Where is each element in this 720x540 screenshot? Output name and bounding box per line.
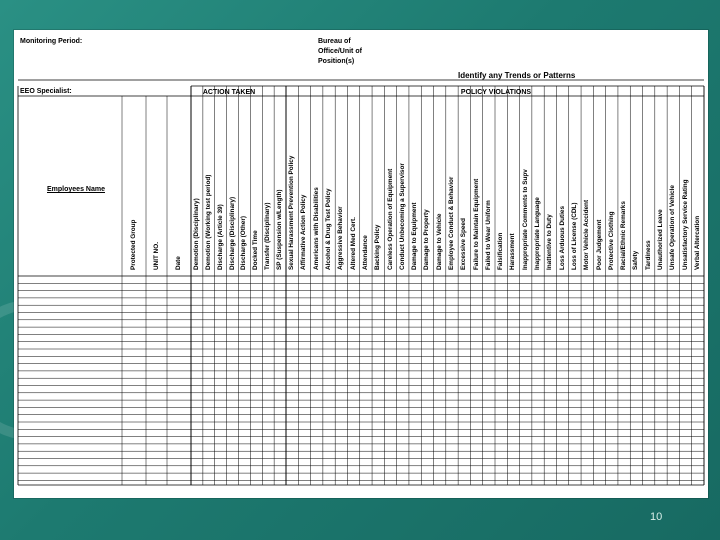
column-header-policy-28: Safety (632, 250, 640, 270)
column-header-policy-6: Attendance (361, 235, 369, 270)
column-header-policy-1: Affirmative Action Policy (300, 194, 308, 270)
column-header-policy-13: Employee Conduct & Behavior (447, 176, 455, 270)
column-header-policy-17: Falsification (497, 232, 505, 270)
column-header-info-0: Protected Group (130, 219, 137, 270)
column-header-policy-32: Unsatisfactory Service Rating (681, 179, 689, 270)
employees-name-label: Employees Name (47, 186, 105, 193)
bureau-label: Bureau of (318, 38, 351, 45)
column-header-policy-33: Verbal Altercation (693, 215, 701, 270)
column-header-info-2: Date (175, 256, 182, 270)
column-header-policy-5: Altered Med Cert. (349, 217, 357, 270)
column-header-action-4: Discharge (Other) (240, 216, 248, 270)
column-header-policy-26: Protective Clothing (607, 211, 615, 270)
policy-violations-label: POLICY VIOLATIONS (460, 89, 532, 96)
position-label: Position(s) (318, 58, 355, 65)
page-number: 10 (650, 511, 663, 523)
column-header-policy-4: Aggressive Behavior (337, 206, 345, 270)
column-header-action-3: Discharge (Disciplinary) (228, 196, 236, 270)
column-header-action-1: Demotion (Working test period) (204, 174, 212, 270)
column-header-policy-2: Americans with Disabilities (312, 187, 320, 270)
column-header-policy-16: Failed to Wear Uniform (484, 200, 492, 270)
trends-label: Identify any Trends or Patterns (458, 71, 576, 80)
column-header-policy-21: Inattentive to Duty (546, 214, 554, 270)
column-header-policy-20: Inappropriate Language (534, 197, 542, 270)
column-header-policy-12: Damage to Vehicle (435, 213, 443, 270)
column-header-info-1: UNIT NO. (152, 241, 160, 270)
column-header-policy-9: Conduct Unbecoming a Supervisor (398, 163, 406, 270)
column-header-policy-27: Racial/Ethnic Remarks (620, 201, 628, 270)
column-header-policy-14: Excessive Speed (460, 218, 468, 270)
column-header-action-0: Demotion (Disciplinary) (192, 198, 200, 270)
column-header-policy-23: Loss of License (CDL) (570, 202, 578, 270)
column-header-policy-30: Unauthorized Leave (656, 209, 664, 270)
action-taken-label: ACTION TAKEN (202, 89, 256, 96)
column-header-policy-18: Harassment (509, 233, 517, 270)
column-header-policy-25: Poor Judgement (595, 219, 603, 270)
column-header-policy-29: Tardiness (644, 240, 652, 270)
column-header-action-2: Discharge (Article 39) (216, 204, 224, 270)
column-header-policy-31: Unsafe Operation of Vehicle (669, 185, 677, 270)
form-page (14, 30, 708, 498)
column-header-action-7: SP (Suspension w/Length) (276, 189, 284, 270)
office-unit-label: Office/Unit of (318, 48, 362, 55)
column-header-policy-19: Inappropriate Comments to Supv (521, 169, 529, 270)
column-header-policy-24: Motor Vehicle Accident (583, 199, 591, 270)
column-header-policy-0: Sexual Harassment Prevention Policy (288, 155, 296, 270)
column-header-policy-3: Alcohol & Drug Test Policy (325, 188, 333, 270)
column-header-policy-22: Loss Arduous Duties (558, 205, 566, 270)
monitoring-period-label: Monitoring Period: (20, 38, 83, 45)
form-grid (14, 30, 708, 498)
column-header-action-5: Docked Time (252, 230, 260, 270)
column-header-policy-15: Failure to Maintain Equipment (472, 178, 480, 270)
column-header-policy-7: Backing Policy (374, 224, 382, 270)
column-header-policy-8: Careless Operation of Equipment (386, 168, 394, 270)
eeo-specialist-label: EEO Specialist: (20, 88, 72, 95)
column-header-policy-10: Damage to Equipment (411, 202, 419, 270)
column-header-policy-11: Damage to Property (423, 209, 431, 270)
column-header-action-6: Transfer (Disciplinary) (264, 202, 272, 270)
